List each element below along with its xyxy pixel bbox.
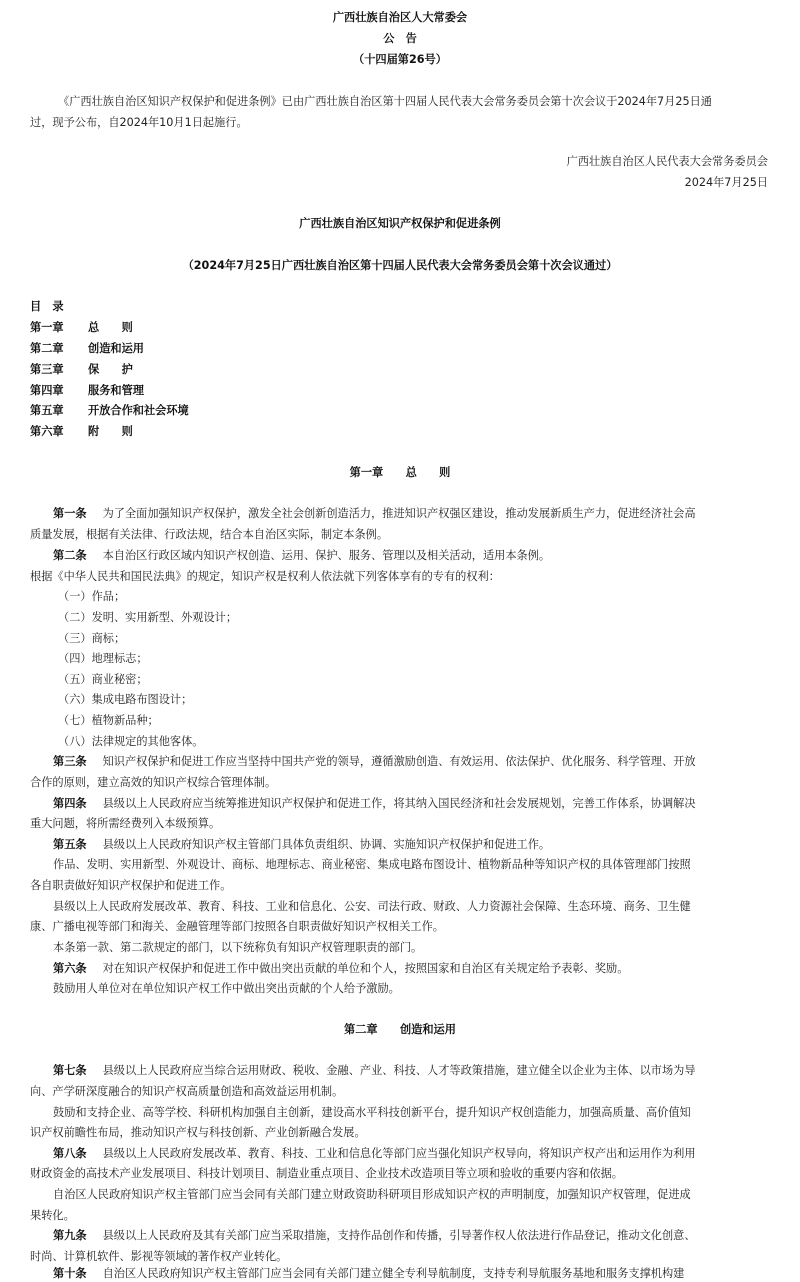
toc-item-title: 附 则	[88, 425, 133, 438]
toc-item-title: 总 则	[88, 321, 133, 334]
list-item: （二）发明、实用新型、外观设计；	[58, 611, 238, 624]
article-line: 本条第一款、第二款规定的部门，以下统称负有知识产权管理职责的部门。	[53, 941, 423, 954]
article-line: 向、产学研深度融合的知识产权高质量创造和高效益运用机制。	[30, 1085, 344, 1098]
list-item: （八）法律规定的其他客体。	[58, 735, 204, 748]
article-line: 康、广播电视等部门和海关、金融管理等部门按照各自职责做好知识产权相关工作。	[30, 920, 444, 933]
article-line	[53, 837, 550, 853]
announcement-number: （十四届第26号）	[353, 53, 447, 66]
toc-item	[30, 320, 133, 336]
list-item: （五）商业秘密；	[58, 673, 148, 686]
article-line: 合作的原则，建立高效的知识产权综合管理体制。	[30, 776, 277, 789]
toc-item-number: 第六章	[30, 425, 64, 438]
law-title: 广西壮族自治区知识产权保护和促进条例	[299, 217, 501, 230]
announcement-title: 公 告	[383, 32, 417, 45]
article-line: 自治区人民政府知识产权主管部门应当会同有关部门建立财政资助科研项目形成知识产权的声明制度，加强知识产权管理，促进成	[53, 1188, 691, 1201]
toc-item	[30, 424, 133, 440]
toc-item-number: 第五章	[30, 404, 64, 417]
signature-org: 广西壮族自治区人民代表大会常务委员会	[566, 155, 768, 168]
toc-heading: 目 录	[30, 300, 64, 313]
toc-item-title: 保 护	[88, 363, 133, 376]
article-line	[53, 796, 696, 812]
article-text: 本自治区行政区域内知识产权创造、运用、保护、服务、管理以及相关活动，适用本条例。	[102, 549, 551, 562]
article-number: 第十条	[53, 1267, 87, 1280]
signature-date: 2024年7月25日	[684, 176, 768, 189]
article-number: 第四条	[53, 797, 87, 810]
article-line	[53, 506, 696, 522]
article-text: 县级以上人民政府发展改革、教育、科技、工业和信息化等部门应当强化知识产权导向，将知识产权产出和运用作为利用	[102, 1147, 696, 1160]
article-line	[53, 1063, 696, 1079]
article-line	[53, 1228, 696, 1244]
article-line: 重大问题，将所需经费列入本级预算。	[30, 817, 221, 830]
article-line: 果转化。	[30, 1209, 75, 1222]
toc-item-number: 第一章	[30, 321, 64, 334]
toc-item-number: 第二章	[30, 342, 64, 355]
article-text: 县级以上人民政府知识产权主管部门具体负责组织、协调、实施知识产权保护和促进工作。	[102, 838, 551, 851]
article-line: 识产权前瞻性布局，推动知识产权与科技创新、产业创新融合发展。	[30, 1126, 366, 1139]
toc-item-number: 第三章	[30, 363, 64, 376]
article-line: 时尚、计算机软件、影视等领域的著作权产业转化。	[30, 1250, 288, 1263]
article-line: 县级以上人民政府发展改革、教育、科技、工业和信息化、公安、司法行政、财政、人力资源社会保障、生态环境、商务、卫生健	[53, 900, 691, 913]
article-line: 各自职责做好知识产权保护和促进工作。	[30, 879, 232, 892]
article-text: 县级以上人民政府应当统筹推进知识产权保护和促进工作，将其纳入国民经济和社会发展规划，完善工作体系，协调解决	[102, 797, 696, 810]
article-line	[53, 1266, 684, 1282]
article-number: 第二条	[53, 549, 87, 562]
article-line: 质量发展，根据有关法律、行政法规，结合本自治区实际，制定本条例。	[30, 528, 389, 541]
article-number: 第九条	[53, 1229, 87, 1242]
article-line: 根据《中华人民共和国民法典》的规定，知识产权是权利人依法就下列客体享有的专有的权利：	[30, 570, 500, 583]
toc-item-title: 开放合作和社会环境	[88, 404, 189, 417]
intro-line-2: 过，现予公布，自2024年10月1日起施行。	[30, 116, 248, 129]
article-line	[53, 754, 696, 770]
list-item: （一）作品；	[58, 590, 126, 603]
toc-item	[30, 341, 144, 357]
chapter-heading: 第二章 创造和运用	[344, 1023, 456, 1036]
toc-item	[30, 362, 133, 378]
toc-item	[30, 383, 144, 399]
article-line	[53, 548, 550, 564]
article-number: 第八条	[53, 1147, 87, 1160]
issuing-org: 广西壮族自治区人大常委会	[332, 11, 468, 24]
article-line: 财政资金的高技术产业发展项目、科技计划项目、制造业重点项目、企业技术改造项目等立项和验收的重要内容和依据。	[30, 1167, 623, 1180]
toc-item-title: 服务和管理	[88, 384, 144, 397]
list-item: （四）地理标志；	[58, 652, 148, 665]
article-text: 县级以上人民政府及其有关部门应当采取措施，支持作品创作和传播，引导著作权人依法进行作品登记，推动文化创意、	[102, 1229, 696, 1242]
article-number: 第七条	[53, 1064, 87, 1077]
article-text: 知识产权保护和促进工作应当坚持中国共产党的领导，遵循激励创造、有效运用、依法保护、优化服务、科学管理、开放	[102, 755, 696, 768]
article-line: 鼓励用人单位对在单位知识产权工作中做出突出贡献的个人给予激励。	[53, 982, 400, 995]
toc-item-number: 第四章	[30, 384, 64, 397]
article-line	[53, 961, 628, 977]
article-number: 第五条	[53, 838, 87, 851]
article-line: 作品、发明、实用新型、外观设计、商标、地理标志、商业秘密、集成电路布图设计、植物新品种等知识产权的具体管理部门按照	[53, 858, 691, 871]
list-item: （六）集成电路布图设计；	[58, 693, 193, 706]
list-item: （三）商标；	[58, 632, 126, 645]
law-subtitle: （2024年7月25日广西壮族自治区第十四届人民代表大会常务委员会第十次会议通过）	[182, 259, 618, 272]
article-line	[53, 1146, 696, 1162]
article-number: 第六条	[53, 962, 87, 975]
article-text: 县级以上人民政府应当综合运用财政、税收、金融、产业、科技、人才等政策措施，建立健全以企业为主体、以市场为导	[102, 1064, 696, 1077]
toc-item-title: 创造和运用	[88, 342, 144, 355]
chapter-heading: 第一章 总 则	[349, 466, 451, 479]
article-number: 第三条	[53, 755, 87, 768]
article-number: 第一条	[53, 507, 87, 520]
article-text: 自治区人民政府知识产权主管部门应当会同有关部门建立健全专利导航制度，支持专利导航服务基地和服务支撑机构建	[102, 1267, 685, 1280]
toc-item	[30, 403, 189, 419]
list-item: （七）植物新品种；	[58, 714, 159, 727]
article-text: 对在知识产权保护和促进工作中做出突出贡献的单位和个人，按照国家和自治区有关规定给予表彰、奖励。	[102, 962, 629, 975]
article-line: 鼓励和支持企业、高等学校、科研机构加强自主创新，建设高水平科技创新平台，提升知识产权创造能力，加强高质量、高价值知	[53, 1106, 691, 1119]
article-text: 为了全面加强知识产权保护，激发全社会创新创造活力，推进知识产权强区建设，推动发展新质生产力，促进经济社会高	[102, 507, 696, 520]
intro-line-1: 《广西壮族自治区知识产权保护和促进条例》已由广西壮族自治区第十四届人民代表大会常务委员会第十次会议于2024年7月25日通	[58, 95, 712, 108]
